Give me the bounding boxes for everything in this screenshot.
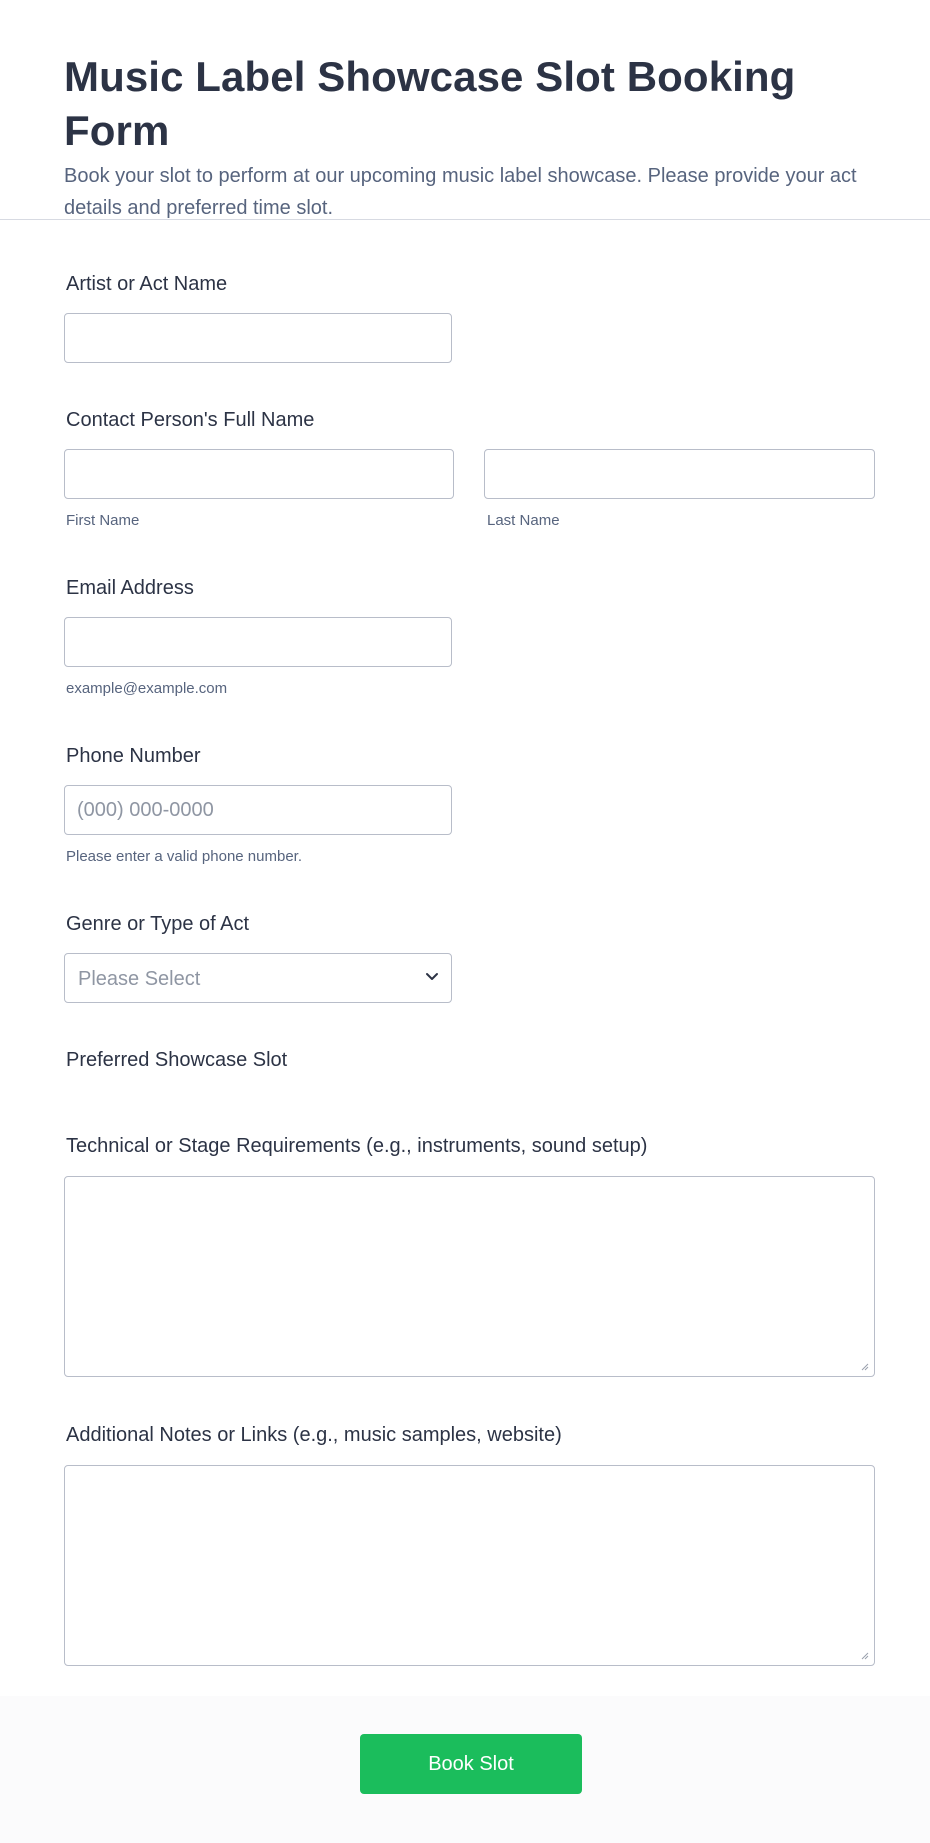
technical-textarea[interactable] (64, 1176, 875, 1377)
book-slot-button[interactable]: Book Slot (360, 1734, 582, 1794)
form-title: Music Label Showcase Slot Booking Form (64, 53, 796, 154)
last-name-input[interactable] (484, 449, 875, 499)
notes-label: Additional Notes or Links (e.g., music samples, website) (66, 1424, 562, 1446)
first-name-input[interactable] (64, 449, 454, 499)
artist-name-input[interactable] (64, 313, 452, 363)
form-subtitle: Book your slot to perform at our upcoming music label showcase. Please provide your act details and preferred time slot. (64, 165, 857, 219)
genre-select[interactable] (64, 953, 452, 1003)
email-sublabel: example@example.com (66, 680, 228, 697)
phone-label: Phone Number (66, 745, 201, 767)
contact-name-label: Contact Person's Full Name (66, 409, 315, 431)
phone-input[interactable] (64, 785, 452, 835)
last-name-sublabel: Last Name (487, 512, 560, 529)
first-name-sublabel: First Name (66, 512, 140, 529)
chevron-down-icon (425, 972, 439, 982)
notes-textarea[interactable] (64, 1465, 875, 1666)
artist-name-label: Artist or Act Name (66, 273, 228, 295)
resize-grip-icon[interactable] (859, 1361, 869, 1371)
slot-label: Preferred Showcase Slot (66, 1049, 288, 1071)
resize-grip-icon[interactable] (859, 1650, 869, 1660)
form-header (64, 50, 864, 224)
genre-label: Genre or Type of Act (66, 913, 250, 935)
form-footer (0, 1696, 930, 1843)
email-input[interactable] (64, 617, 452, 667)
email-label: Email Address (66, 577, 194, 599)
header-divider (0, 219, 930, 220)
phone-sublabel: Please enter a valid phone number. (66, 848, 302, 865)
technical-label: Technical or Stage Requirements (e.g., instruments, sound setup) (66, 1135, 648, 1157)
genre-select-value: Please Select (78, 968, 201, 990)
